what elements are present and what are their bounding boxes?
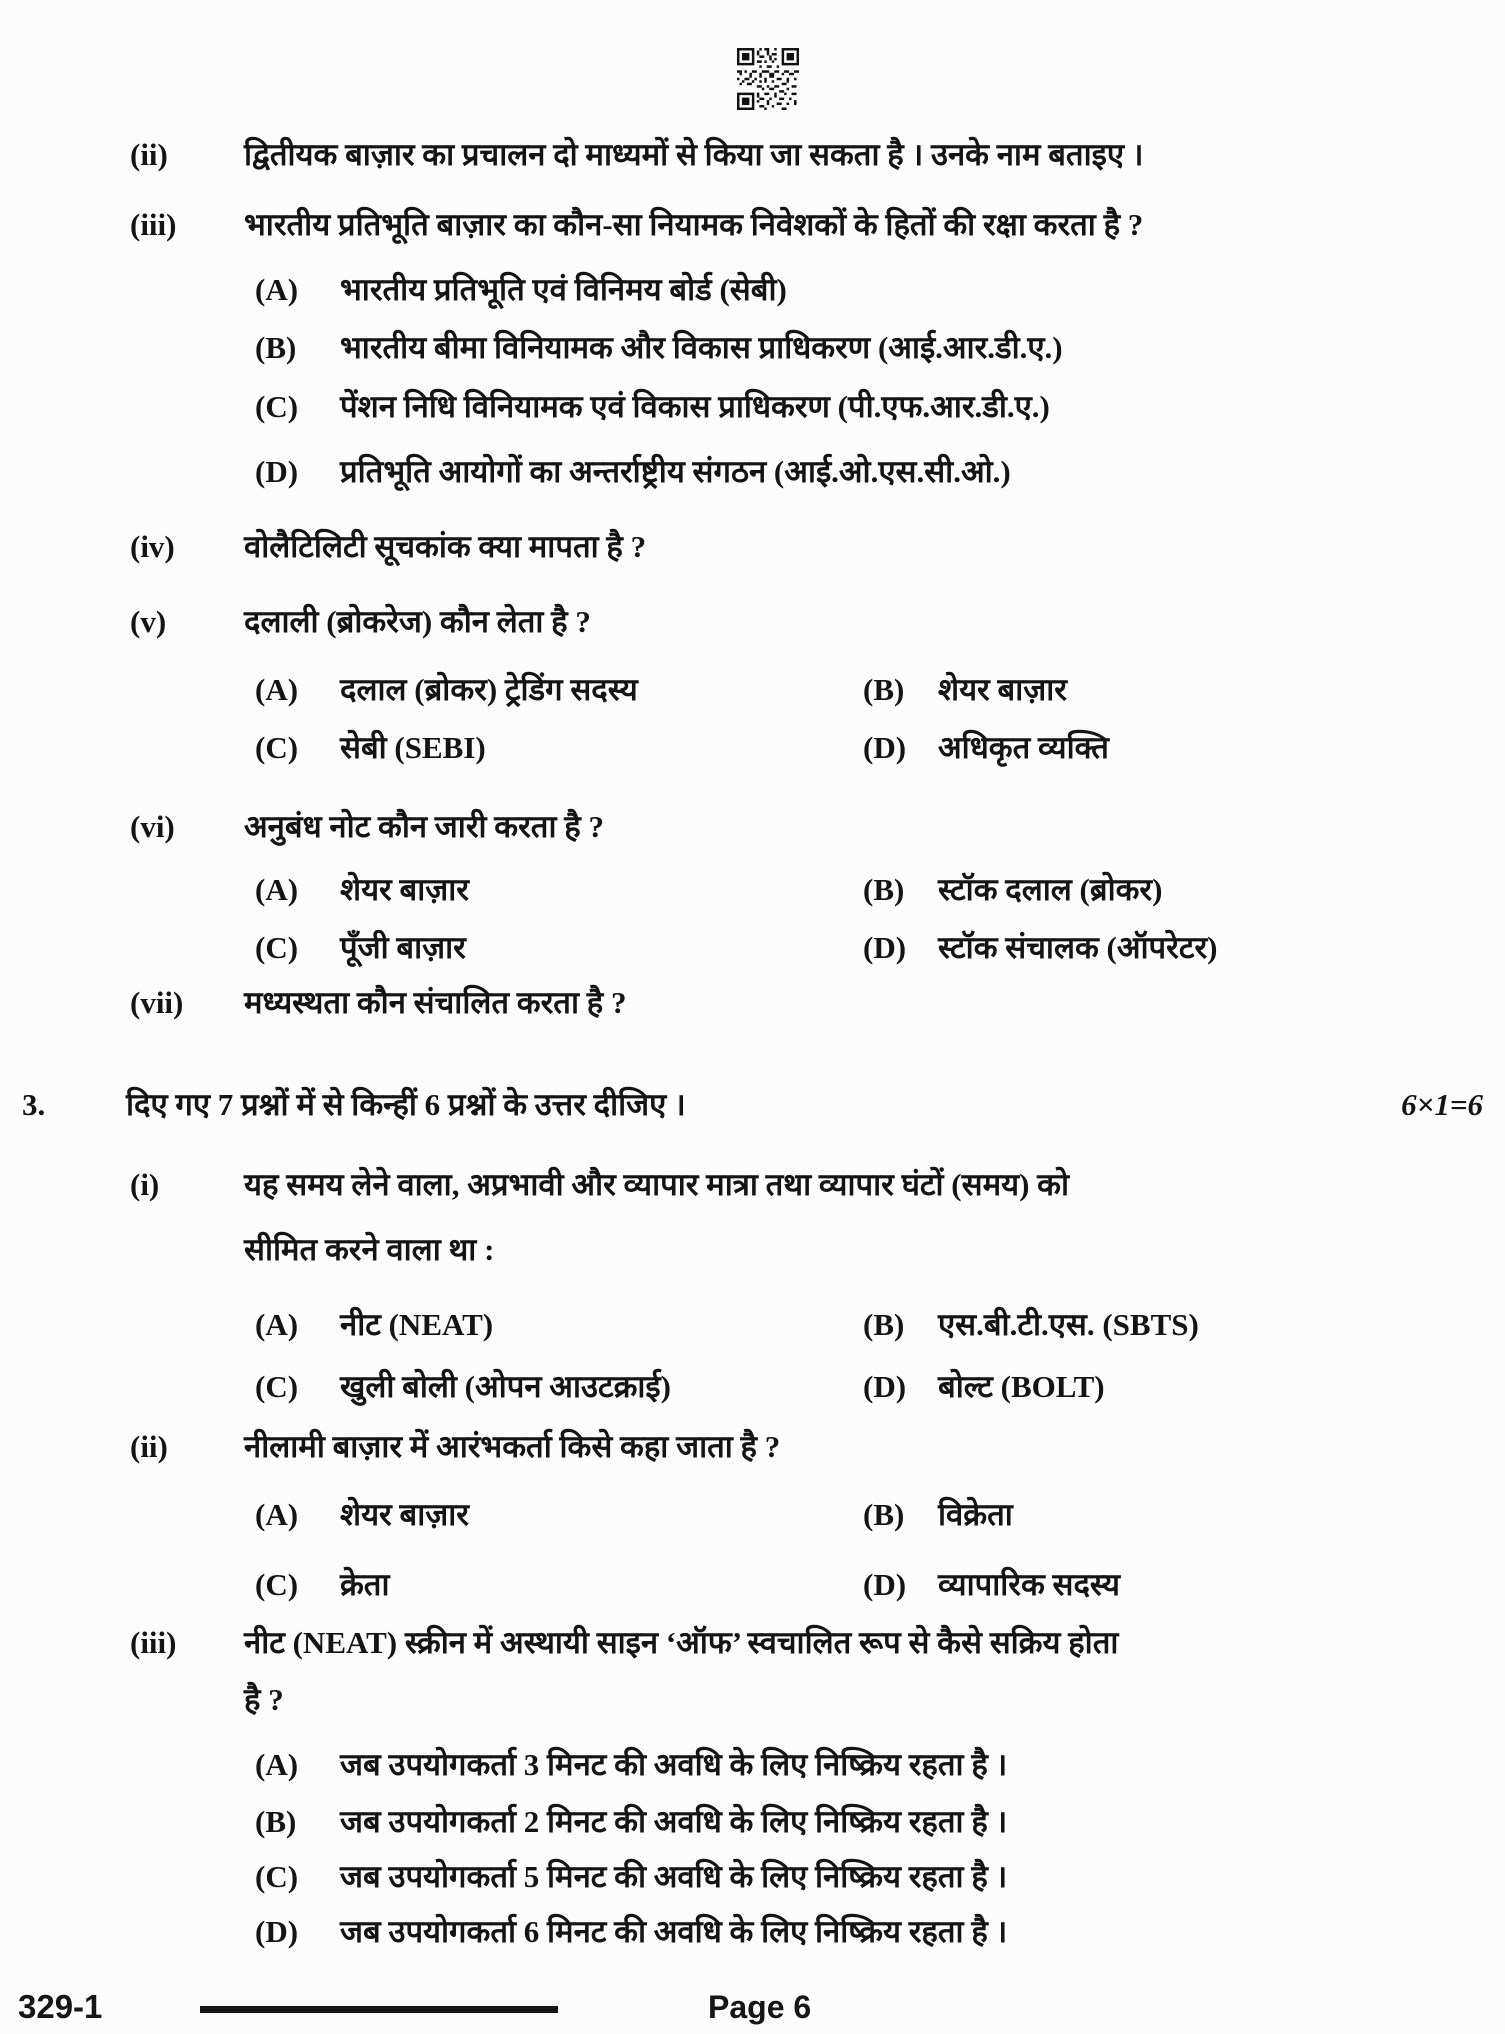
option-text: जब उपयोगकर्ता 5 मिनट की अवधि के लिए निष्क्रिय रहता है । xyxy=(340,1859,1008,1894)
item-text: मध्यस्थता कौन संचालित करता है ? xyxy=(244,985,627,1020)
question3-number: 3. xyxy=(22,1087,46,1122)
option-row xyxy=(0,865,1505,915)
option-letter: (C) xyxy=(255,1567,299,1602)
option-text: पूँजी बाज़ार xyxy=(340,930,466,965)
item-number: (v) xyxy=(130,604,167,639)
option-row xyxy=(0,1797,1505,1847)
item-text-line2: है ? xyxy=(244,1682,284,1717)
item-text: दलाली (ब्रोकरेज) कौन लेता है ? xyxy=(244,604,591,639)
item-number: (vi) xyxy=(130,809,175,844)
option-text: जब उपयोगकर्ता 6 मिनट की अवधि के लिए निष्क्रिय रहता है । xyxy=(340,1914,1008,1949)
option-letter: (B) xyxy=(255,330,297,365)
question-row-continued xyxy=(0,1225,1505,1275)
option-letter: (D) xyxy=(863,1567,907,1602)
option-text: भारतीय बीमा विनियामक और विकास प्राधिकरण (आई.आर.डी.ए.) xyxy=(340,330,1063,365)
item-text: द्वितीयक बाज़ार का प्रचालन दो माध्यमों से किया जा सकता है । उनके नाम बताइए । xyxy=(244,137,1144,172)
option-text: पेंशन निधि विनियामक एवं विकास प्राधिकरण (पी.एफ.आर.डी.ए.) xyxy=(340,389,1050,424)
footer-page-label: Page 6 xyxy=(708,1989,812,2025)
option-letter: (D) xyxy=(863,930,907,965)
option-text: शेयर बाज़ार xyxy=(938,672,1067,707)
option-row xyxy=(0,1490,1505,1540)
question-row xyxy=(0,1618,1505,1668)
option-letter: (B) xyxy=(863,672,905,707)
option-letter: (C) xyxy=(255,389,299,424)
item-number: (ii) xyxy=(130,137,168,172)
option-text: शेयर बाज़ार xyxy=(340,872,469,907)
item-number: (ii) xyxy=(130,1429,168,1464)
option-letter: (D) xyxy=(863,1369,907,1404)
question-row xyxy=(0,597,1505,647)
footer-paper-code: 329-1 xyxy=(18,1988,103,2025)
marks-label: 6×1=6 xyxy=(1401,1087,1483,1122)
option-text: प्रतिभूति आयोगों का अन्तर्राष्ट्रीय संगठन (आई.ओ.एस.सी.ओ.) xyxy=(340,454,1011,489)
option-text: क्रेता xyxy=(340,1567,390,1602)
question-row xyxy=(0,130,1505,180)
option-text: खुली बोली (ओपन आउटक्राई) xyxy=(340,1369,671,1404)
option-row xyxy=(0,265,1505,315)
footer-rule xyxy=(200,2006,558,2013)
option-text: दलाल (ब्रोकर) ट्रेडिंग सदस्य xyxy=(340,672,638,707)
option-row xyxy=(0,1740,1505,1790)
option-letter: (A) xyxy=(255,272,299,307)
option-letter: (A) xyxy=(255,672,299,707)
question-row xyxy=(0,1160,1505,1210)
option-text: जब उपयोगकर्ता 2 मिनट की अवधि के लिए निष्क्रिय रहता है । xyxy=(340,1804,1008,1839)
option-row xyxy=(0,1907,1505,1957)
option-letter: (B) xyxy=(863,872,905,907)
question-row-continued xyxy=(0,1675,1505,1725)
option-letter: (D) xyxy=(863,730,907,765)
item-text: अनुबंध नोट कौन जारी करता है ? xyxy=(244,809,604,844)
option-row xyxy=(0,923,1505,973)
option-letter: (C) xyxy=(255,1369,299,1404)
question-row xyxy=(0,200,1505,250)
option-text: शेयर बाज़ार xyxy=(340,1497,469,1532)
item-number: (iii) xyxy=(130,1625,177,1660)
option-text: एस.बी.टी.एस. (SBTS) xyxy=(938,1307,1199,1342)
item-number: (iii) xyxy=(130,207,177,242)
question3-header xyxy=(0,1080,1505,1130)
item-text: भारतीय प्रतिभूति बाज़ार का कौन-सा नियामक निवेशकों के हितों की रक्षा करता है ? xyxy=(244,207,1144,242)
option-row xyxy=(0,323,1505,373)
item-number: (vii) xyxy=(130,985,184,1020)
question-row xyxy=(0,802,1505,852)
option-text: जब उपयोगकर्ता 3 मिनट की अवधि के लिए निष्क्रिय रहता है । xyxy=(340,1747,1008,1782)
item-text: वोलैटिलिटी सूचकांक क्या मापता है ? xyxy=(244,529,647,564)
option-text: स्टॉक दलाल (ब्रोकर) xyxy=(938,872,1163,907)
item-text-line1: यह समय लेने वाला, अप्रभावी और व्यापार मात्रा तथा व्यापार घंटों (समय) को xyxy=(244,1167,1070,1202)
option-row xyxy=(0,665,1505,715)
option-text: नीट (NEAT) xyxy=(340,1307,494,1342)
question3-text: दिए गए 7 प्रश्नों में से किन्हीं 6 प्रश्नों के उत्तर दीजिए । xyxy=(126,1087,686,1122)
option-text: व्यापारिक सदस्य xyxy=(938,1567,1120,1602)
option-letter: (B) xyxy=(863,1497,905,1532)
option-letter: (D) xyxy=(255,1914,299,1949)
option-text: सेबी (SEBI) xyxy=(340,730,486,765)
option-letter: (C) xyxy=(255,730,299,765)
option-letter: (A) xyxy=(255,1497,299,1532)
option-row xyxy=(0,1852,1505,1902)
item-text-line2: सीमित करने वाला था : xyxy=(244,1232,495,1267)
question-row xyxy=(0,522,1505,572)
option-row xyxy=(0,1560,1505,1610)
question-row xyxy=(0,978,1505,1028)
option-letter: (A) xyxy=(255,872,299,907)
option-row xyxy=(0,447,1505,497)
option-letter: (B) xyxy=(863,1307,905,1342)
option-text: अधिकृत व्यक्ति xyxy=(938,730,1109,765)
question-row xyxy=(0,1422,1505,1472)
option-row xyxy=(0,1300,1505,1350)
item-text-line1: नीट (NEAT) स्क्रीन में अस्थायी साइन ‘ऑफ’ स्वचालित रूप से कैसे सक्रिय होता xyxy=(244,1625,1119,1660)
qr-code-icon xyxy=(737,48,799,110)
option-row xyxy=(0,1362,1505,1412)
option-row xyxy=(0,723,1505,773)
option-letter: (D) xyxy=(255,454,299,489)
option-text: विक्रेता xyxy=(938,1497,1013,1532)
option-letter: (B) xyxy=(255,1804,297,1839)
option-letter: (A) xyxy=(255,1307,299,1342)
option-text: भारतीय प्रतिभूति एवं विनिमय बोर्ड (सेबी) xyxy=(340,272,787,307)
option-text: स्टॉक संचालक (ऑपरेटर) xyxy=(938,930,1218,965)
option-letter: (A) xyxy=(255,1747,299,1782)
option-row xyxy=(0,382,1505,432)
option-letter: (C) xyxy=(255,930,299,965)
item-text: नीलामी बाज़ार में आरंभकर्ता किसे कहा जाता है ? xyxy=(244,1429,781,1464)
option-letter: (C) xyxy=(255,1859,299,1894)
option-text: बोल्ट (BOLT) xyxy=(938,1369,1105,1404)
item-number: (i) xyxy=(130,1167,160,1202)
item-number: (iv) xyxy=(130,529,175,564)
